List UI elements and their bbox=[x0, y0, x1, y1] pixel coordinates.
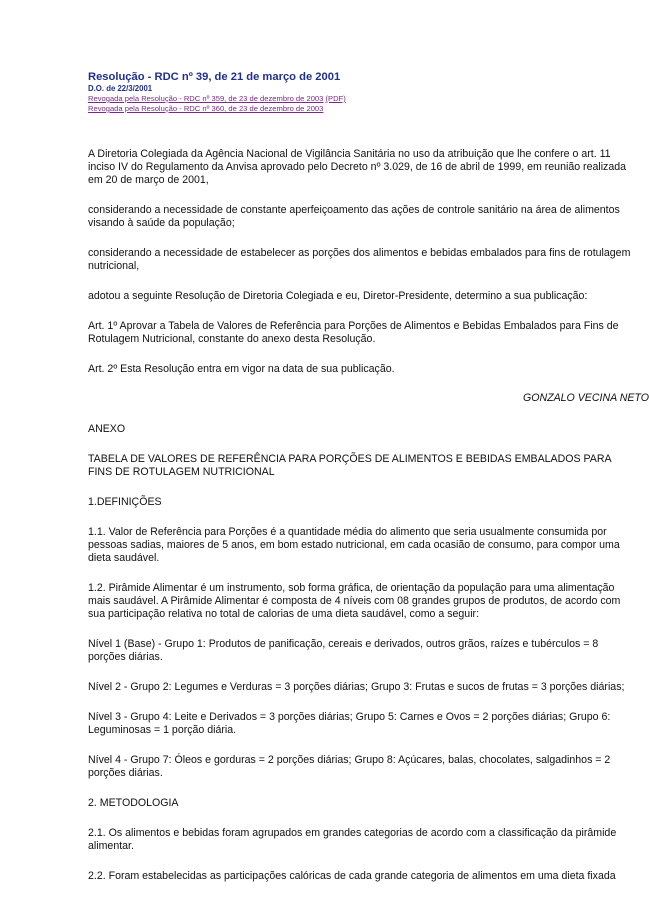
text-line: Art. 1º Aprovar a Tabela de Valores de Referência para Porções de Alimentos e Bebidas Embalados para Fins de bbox=[88, 320, 619, 332]
annex-paragraph bbox=[88, 711, 636, 737]
text-line: dieta saudável. bbox=[88, 552, 160, 564]
text-line: Art. 2º Esta Resolução entra em vigor na data de sua publicação. bbox=[88, 363, 395, 375]
text-line: em 20 de março de 2001, bbox=[88, 174, 209, 186]
annex-paragraph bbox=[88, 496, 636, 509]
annex-paragraph bbox=[88, 582, 636, 621]
annex-paragraph bbox=[88, 827, 636, 853]
text-line: adotou a seguinte Resolução de Diretoria Colegiada e eu, Diretor-Presidente, determino a sua publicação: bbox=[88, 290, 588, 302]
revocation-line-1 bbox=[88, 94, 636, 104]
resolution-paragraph bbox=[88, 363, 636, 376]
text-line: alimentar. bbox=[88, 840, 134, 852]
text-line: sua participação relativa no total de calorias de uma dieta saudável, como a seguir: bbox=[88, 608, 480, 620]
text-line: A Diretoria Colegiada da Agência Nacional de Vigilância Sanitária no uso da atribuição que lhe confere o art. 11 bbox=[88, 148, 611, 160]
text-line: 1.DEFINIÇÕES bbox=[88, 496, 162, 508]
text-line: Nível 1 (Base) - Grupo 1: Produtos de panificação, cereais e derivados, outros grãos, raízes e tubérculos = 8 bbox=[88, 638, 599, 650]
resolution-paragraph bbox=[88, 247, 636, 273]
text-line: Nível 4 - Grupo 7: Óleos e gorduras = 2 porções diárias; Grupo 8: Açúcares, balas, chocolates, salgadinhos = 2 bbox=[88, 754, 611, 766]
text-line: considerando a necessidade de estabelecer as porções dos alimentos e bebidas embalados para fins de rotulagem bbox=[88, 247, 631, 259]
annex-paragraph bbox=[88, 423, 636, 436]
publication-date: D.O. de 22/3/2001 bbox=[88, 84, 153, 93]
text-line: inciso IV do Regulamento da Anvisa aprovado pelo Decreto nº 3.029, de 16 de abril de 1999, em reunião realizada bbox=[88, 161, 627, 173]
revocation-link-360[interactable]: Revogada pela Resolução - RDC nº 360, de 23 de dezembro de 2003 bbox=[88, 104, 324, 113]
text-line: 1.2. Pirâmide Alimentar é um instrumento, sob forma gráfica, de orientação da população para uma alimentação bbox=[88, 582, 615, 594]
resolution-paragraph bbox=[88, 148, 636, 187]
text-line: FINS DE ROTULAGEM NUTRICIONAL bbox=[88, 466, 275, 478]
document-title: Resolução - RDC nº 39, de 21 de março de 2001 bbox=[88, 71, 341, 83]
text-line: Rotulagem Nutricional, constante do anexo desta Resolução. bbox=[88, 333, 376, 345]
text-line: 2.1. Os alimentos e bebidas foram agrupados em grandes categorias de acordo com a classificação da pirâmide bbox=[88, 827, 617, 839]
signature: GONZALO VECINA NETO bbox=[523, 392, 649, 404]
annex-paragraph bbox=[88, 681, 636, 694]
text-line: Leguminosas = 1 porção diária. bbox=[88, 724, 237, 736]
annex-paragraph bbox=[88, 526, 636, 565]
annex-paragraph bbox=[88, 797, 636, 810]
text-line: pessoas sadias, maiores de 5 anos, em bom estado nutricional, em cada ocasião de consumo, para compor uma bbox=[88, 539, 620, 551]
text-line: visando à saúde da população; bbox=[88, 217, 235, 229]
text-line: porções diárias. bbox=[88, 767, 163, 779]
document-page bbox=[88, 71, 649, 883]
revocation-line-2 bbox=[88, 104, 636, 114]
text-line: 2.2. Foram estabelecidas as participações calóricas de cada grande categoria de alimentos em uma dieta fixada bbox=[88, 870, 616, 882]
text-line: Nível 3 - Grupo 4: Leite e Derivados = 3 porções diárias; Grupo 5: Carnes e Ovos = 2 porções diárias; Grupo 6: bbox=[88, 711, 611, 723]
text-line: Nível 2 - Grupo 2: Legumes e Verduras = 3 porções diárias; Grupo 3: Frutas e sucos de frutas = 3 porções diárias; bbox=[88, 681, 625, 693]
text-line: TABELA DE VALORES DE REFERÊNCIA PARA PORÇÕES DE ALIMENTOS E BEBIDAS EMBALADOS PARA bbox=[88, 453, 612, 465]
resolution-paragraph bbox=[88, 204, 636, 230]
text-line: porções diárias. bbox=[88, 651, 163, 663]
annex-body bbox=[88, 423, 636, 883]
revocation-link-359[interactable]: Revogada pela Resolução - RDC nº 359, de 23 de dezembro de 2003 bbox=[88, 94, 324, 103]
text-line: 1.1. Valor de Referência para Porções é a quantidade média do alimento que seria usualmente consumida por bbox=[88, 526, 607, 538]
text-line: ANEXO bbox=[88, 423, 126, 435]
text-line: mais saudável. A Pirâmide Alimentar é composta de 4 níveis com 08 grandes grupos de produtos, de acordo com bbox=[88, 595, 621, 607]
annex-paragraph bbox=[88, 870, 636, 883]
resolution-paragraph bbox=[88, 290, 636, 303]
pdf-link[interactable]: (PDF) bbox=[325, 94, 346, 103]
annex-paragraph bbox=[88, 638, 636, 664]
text-line: 2. METODOLOGIA bbox=[88, 797, 179, 809]
text-line: nutricional, bbox=[88, 260, 140, 272]
resolution-body bbox=[88, 148, 636, 376]
resolution-paragraph bbox=[88, 320, 636, 346]
annex-paragraph bbox=[88, 754, 636, 780]
annex-paragraph bbox=[88, 453, 636, 479]
text-line: considerando a necessidade de constante aperfeiçoamento das ações de controle sanitário na área de alimentos bbox=[88, 204, 620, 216]
